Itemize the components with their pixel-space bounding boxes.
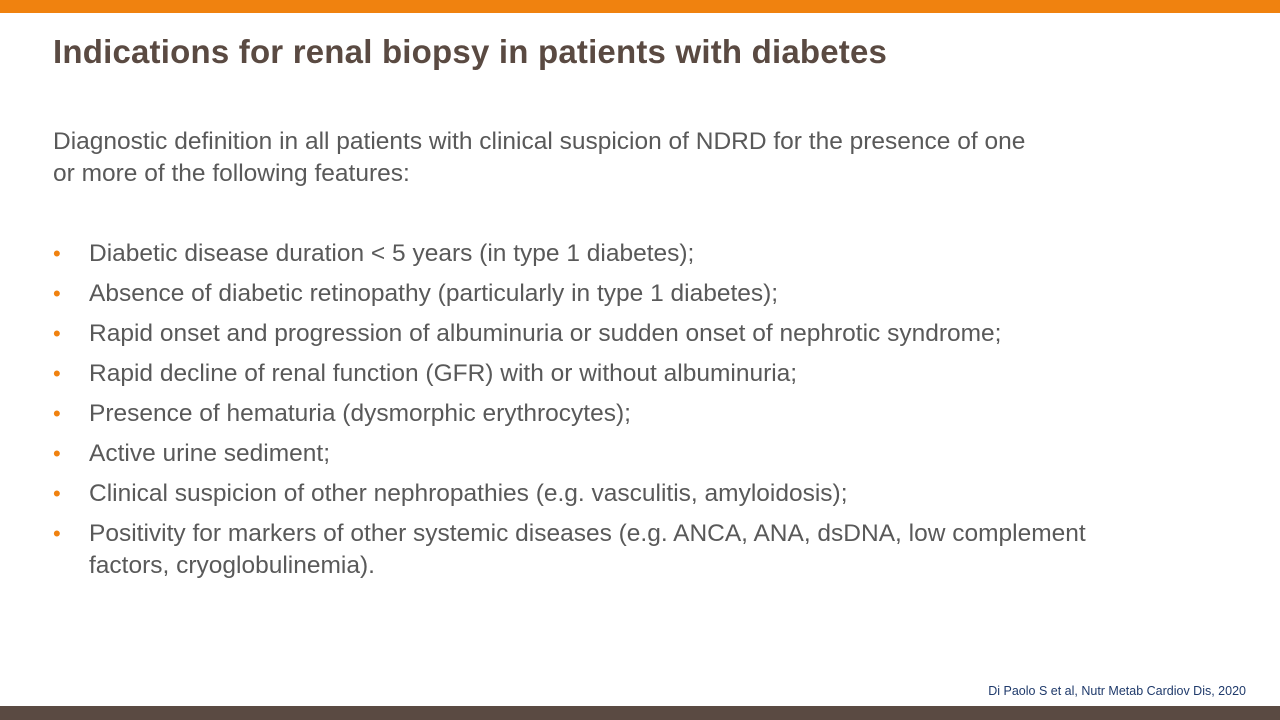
intro-paragraph: Diagnostic definition in all patients with clinical suspicion of NDRD for the presence of one or more of the following features: [53, 128, 1026, 187]
citation: Di Paolo S et al, Nutr Metab Cardiov Dis, 2020 [988, 684, 1246, 698]
list-item [53, 398, 1153, 430]
bullet-icon: • [53, 321, 61, 346]
slide-title: Indications for renal biopsy in patients with diabetes [53, 33, 888, 70]
bullet-icon: • [53, 441, 61, 466]
bullet-icon: • [53, 281, 61, 306]
list-item-text: Presence of hematuria (dysmorphic erythrocytes); [89, 400, 631, 427]
list-item [53, 278, 1153, 310]
bullet-icon: • [53, 481, 61, 506]
list-item [53, 318, 1153, 350]
list-item-text: Active urine sediment; [89, 440, 331, 467]
list-item-text: Clinical suspicion of other nephropathies (e.g. vasculitis, amyloidosis); [89, 480, 848, 507]
top-accent-bar [0, 0, 1280, 13]
list-item-text: Diabetic disease duration < 5 years (in type 1 diabetes); [89, 240, 695, 267]
bottom-accent-bar [0, 706, 1280, 720]
bullet-icon: • [53, 401, 61, 426]
list-item [53, 438, 1153, 470]
bullet-icon: • [53, 521, 61, 546]
list-item [53, 518, 1153, 582]
bullet-icon: • [53, 361, 61, 386]
list-item [53, 238, 1153, 270]
bullet-icon: • [53, 241, 61, 266]
list-item [53, 358, 1153, 390]
list-item [53, 478, 1153, 510]
list-item-text: Rapid decline of renal function (GFR) with or without albuminuria; [89, 360, 798, 387]
list-item-text: Absence of diabetic retinopathy (particularly in type 1 diabetes); [89, 280, 779, 307]
list-item-text: Rapid onset and progression of albuminuria or sudden onset of nephrotic syndrome; [89, 320, 1002, 347]
indications-list [53, 238, 1153, 590]
list-item-text: Positivity for markers of other systemic diseases (e.g. ANCA, ANA, dsDNA, low complement factors, cryoglobulinemia). [89, 520, 1086, 579]
